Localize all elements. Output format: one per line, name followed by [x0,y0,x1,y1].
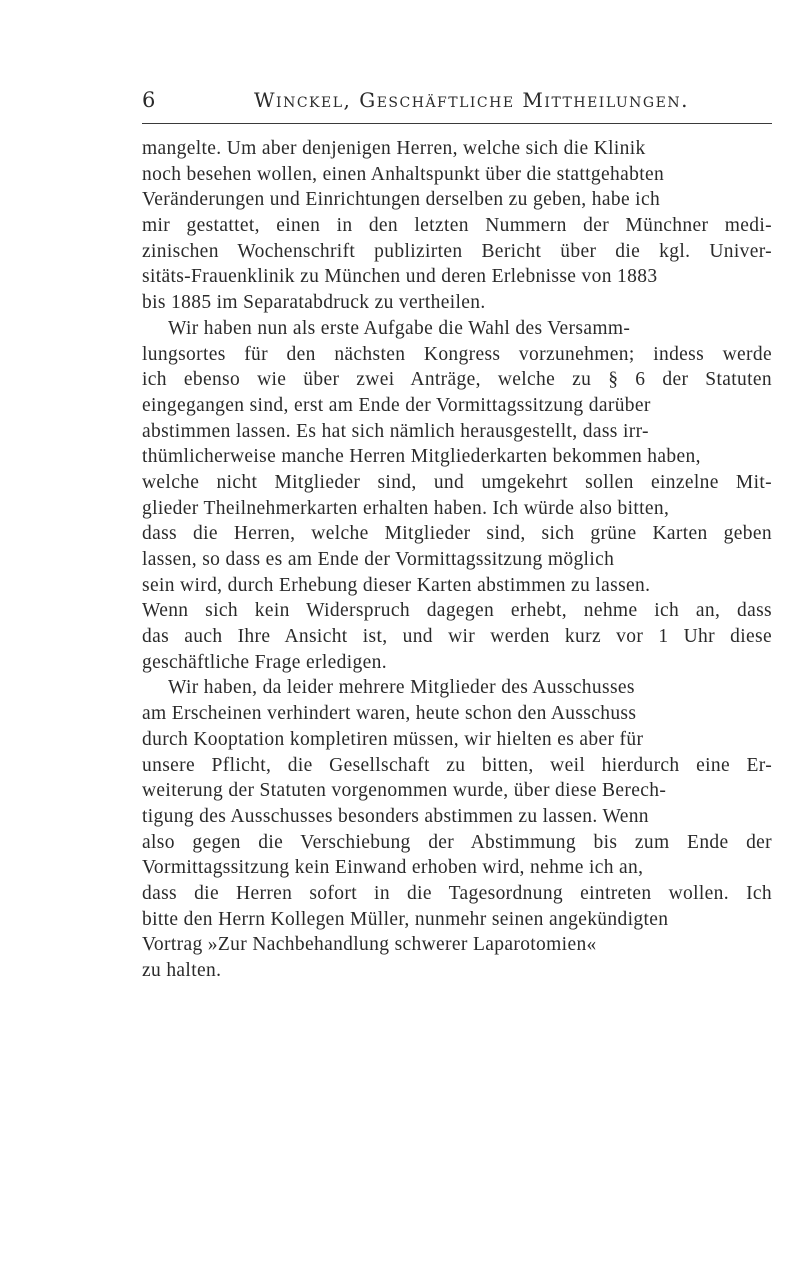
text-line: unsere Pflicht, die Gesellschaft zu bitten, weil hierdurch eine Er- [142,754,773,776]
header-rule [142,123,772,124]
text-line: noch besehen wollen, einen Anhaltspunkt über die stattgehabten [142,163,665,185]
text-line: glieder Theilnehmerkarten erhalten haben. Ich würde also bitten, [142,497,670,519]
text-line: lassen, so dass es am Ende der Vormittagssitzung möglich [142,549,615,570]
body-text [142,136,772,984]
text-line: Wir haben nun als erste Aufgabe die Wahl des Versamm- [168,317,631,339]
text-line: dass die Herren sofort in die Tagesordnung eintreten wollen. Ich [142,882,773,904]
text-line: mangelte. Um aber denjenigen Herren, welche sich die Klinik [142,138,646,159]
text-line: ich ebenso wie über zwei Anträge, welche zu § 6 der Statuten [142,369,772,391]
text-line: abstimmen lassen. Es hat sich nämlich herausgestellt, dass irr- [142,420,649,442]
text-line: bitte den Herrn Kollegen Müller, nunmehr seinen angekündigten [142,908,669,930]
text-line: Vortrag »Zur Nachbehandlung schwerer Laparotomien« [142,934,597,956]
text-line: lungsortes für den nächsten Kongress vorzunehmen; indess werde [142,343,772,365]
text-line: Wenn sich kein Widerspruch dagegen erhebt, nehme ich an, dass [142,600,772,622]
text-line: welche nicht Mitglieder sind, und umgekehrt sollen einzelne Mit- [142,471,772,493]
text-line: Wir haben, da leider mehrere Mitglieder des Ausschusses [168,677,635,699]
text-line: mir gestattet, einen in den letzten Nummern der Münchner medi- [142,215,772,237]
text-line: am Erscheinen verhindert waren, heute schon den Ausschuss [142,703,637,725]
text-line: dass die Herren, welche Mitglieder sind, sich grüne Karten geben [142,523,772,545]
text-line: tigung des Ausschusses besonders abstimmen zu lassen. Wenn [142,805,649,827]
text-line: also gegen die Verschiebung der Abstimmung bis zum Ende der [142,831,773,853]
text-line: durch Kooptation kompletiren müssen, wir hielten es aber für [142,728,644,750]
text-line: zu halten. [142,960,222,981]
text-line: geschäftliche Frage erledigen. [142,651,387,673]
page-number: 6 [142,88,156,112]
running-head: Winckel, Geschäftliche Mittheilungen. [254,88,689,112]
text-line: das auch Ihre Ansicht ist, und wir werden kurz vor 1 Uhr diese [142,626,772,648]
page-header [142,86,772,118]
text-line: eingegangen sind, erst am Ende der Vormittagssitzung darüber [142,394,651,416]
text-line: weiterung der Statuten vorgenommen wurde, über diese Berech- [142,780,667,802]
text-line: Vormittagssitzung kein Einwand erhoben wird, nehme ich an, [142,857,644,879]
text-line: sein wird, durch Erhebung dieser Karten abstimmen zu lassen. [142,574,651,596]
text-line: bis 1885 im Separatabdruck zu vertheilen. [142,292,486,314]
text-line: thümlicherweise manche Herren Mitgliederkarten bekommen haben, [142,446,701,468]
text-line: sitäts-Frauenklinik zu München und deren Erlebnisse von 1883 [142,266,658,288]
text-line: Veränderungen und Einrichtungen derselben zu geben, habe ich [142,189,661,211]
text-line: zinischen Wochenschrift publizirten Bericht über die kgl. Univer- [142,240,773,262]
